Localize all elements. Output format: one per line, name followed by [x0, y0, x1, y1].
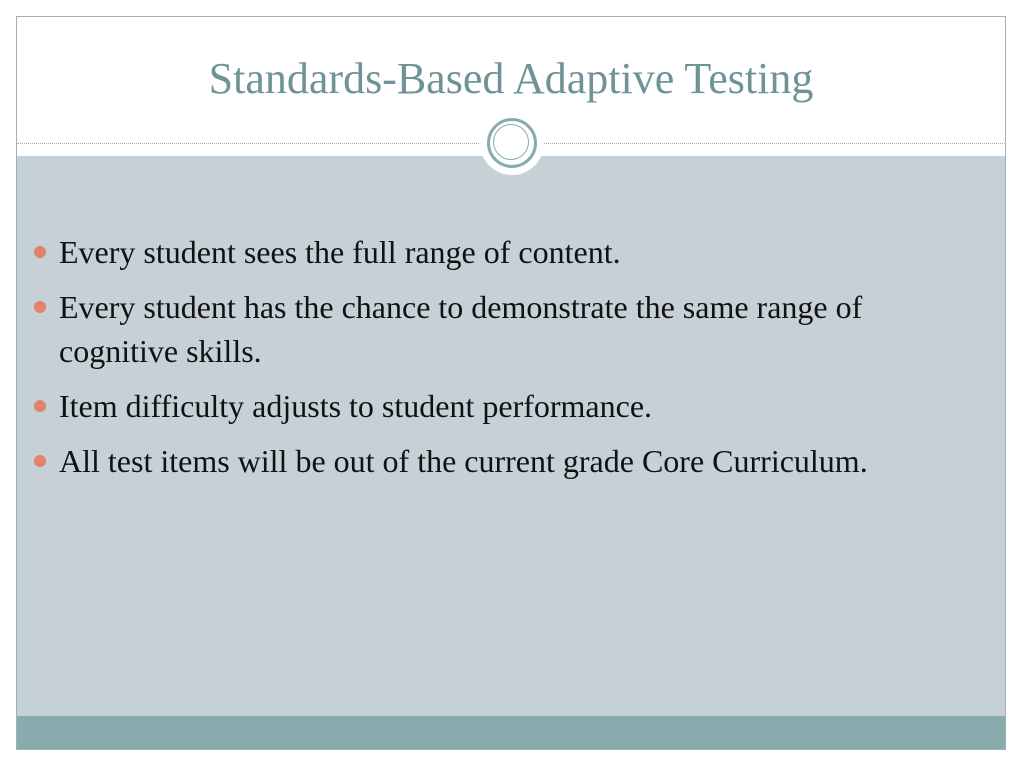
bullet-text: Item difficulty adjusts to student performance. [59, 388, 653, 424]
bullet-item [34, 230, 914, 274]
bullet-dot-icon [34, 246, 46, 258]
bullet-item [34, 384, 914, 428]
ring-icon [487, 118, 537, 168]
bullet-text: All test items will be out of the current grade Core Curriculum. [59, 443, 868, 479]
bullet-text: Every student sees the full range of content. [59, 234, 621, 270]
bullet-list [34, 230, 914, 494]
bullet-dot-icon [34, 400, 46, 412]
bullet-text: Every student has the chance to demonstrate the same range of cognitive skills. [59, 289, 863, 369]
bullet-item [34, 439, 914, 483]
bullet-item [34, 285, 914, 373]
bullet-dot-icon [34, 455, 46, 467]
slide-title: Standards-Based Adaptive Testing [208, 54, 814, 103]
circle-ornament-icon [480, 111, 544, 175]
footer-band [17, 716, 1005, 750]
bullet-dot-icon [34, 301, 46, 313]
